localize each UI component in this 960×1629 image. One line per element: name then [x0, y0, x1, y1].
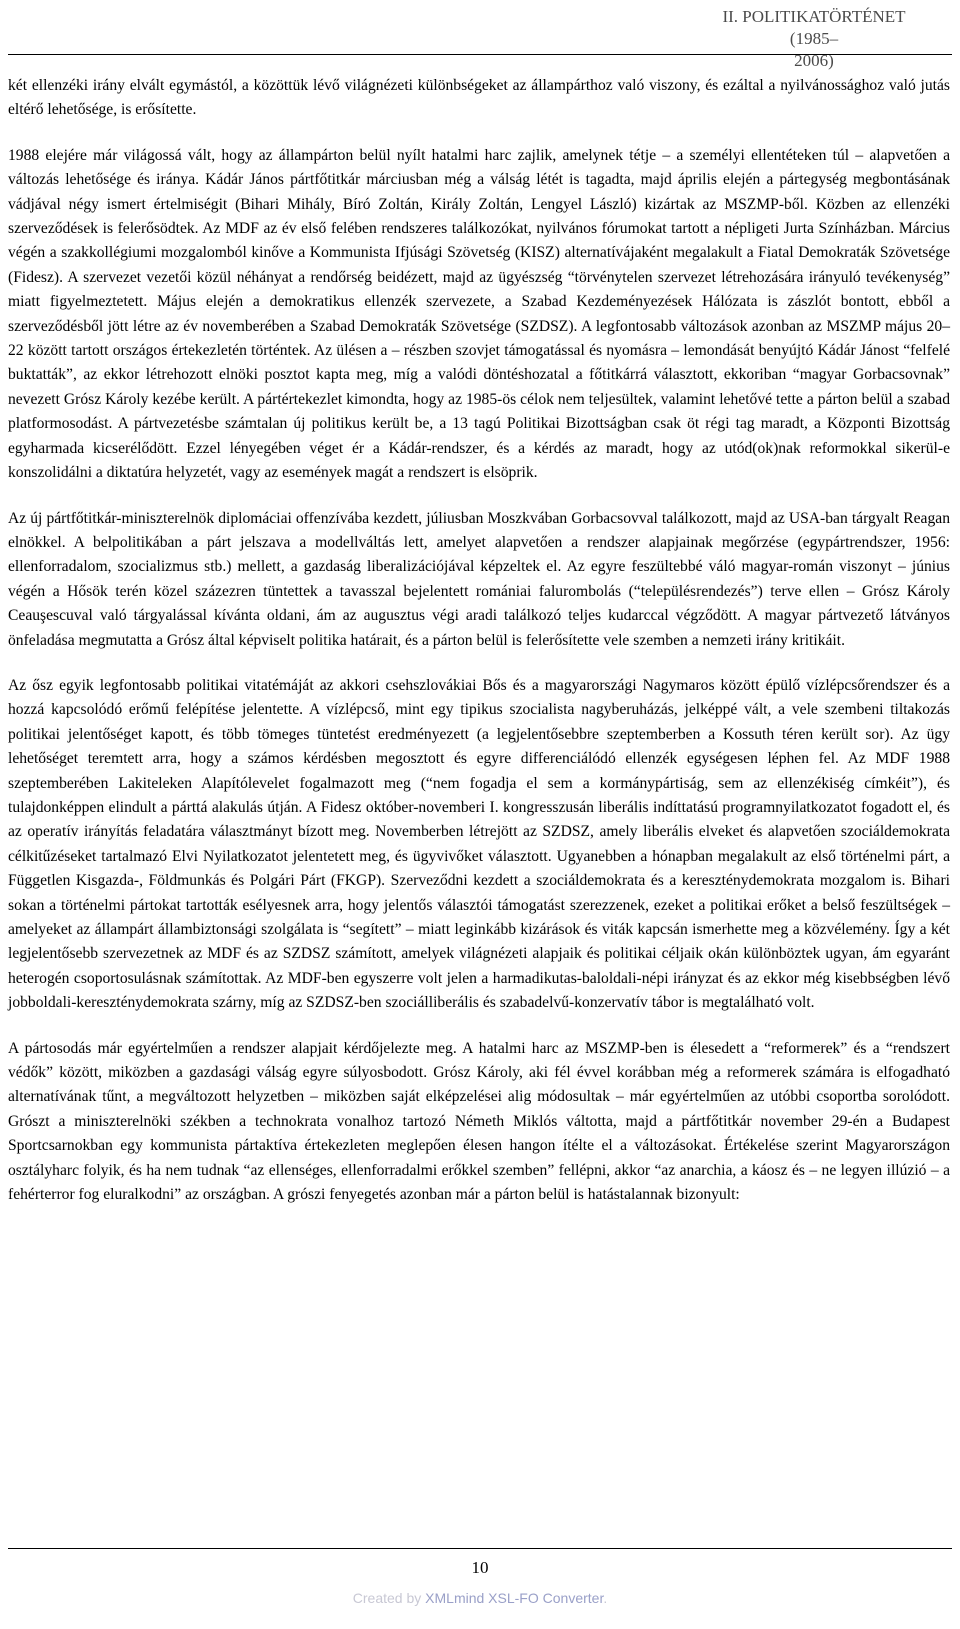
header-title-line-1: II. POLITIKATÖRTÉNET (1985–: [722, 7, 906, 48]
paragraph: Az ősz egyik legfontosabb politikai vitatémáját az akkori csehszlovákiai Bős és a magyarországi Nagymaros között épülő vízlépcsőrendszer és a hozzá kapcsolódó erőmű felépítése jelentette. A vízlépcső, mint egy tipikus szocialista nagyberuházás, jelképpé vált, a vele szembeni tiltakozás politikai jelentőséget kapott, és több tömeges tüntetést eredményezett (a legjelentősebbre szeptemberben a Kossuth téren került sor). Az ügy lehetőséget teremtett arra, hogy a számos kérdésben megosztott és egyre differenciálódó ellenzék egységesen léphen fel. Az MDF 1988 szeptemberében Lakiteleken Alapítólevelet fogalmazott meg (“nem fogadja el sem a kormánypártiság, sem az ellenzékiség címkéit”), és tulajdonképpen elindult a párttá alakulás útján. A Fidesz október-novemberi I. kongresszusán liberális indíttatású programnyilatkozatot fogadott el, és az operatív irányítás feladatára választmányt bízott meg. Novemberben létrejött az SZDSZ, amely liberális elveket és alapvetően szociáldemokrata célkitűzéseket tartalmazó Elvi Nyilatkozatot jelentetett meg, és ügyvivőket választott. Ugyanebben a hónapban megalakult az első történelmi párt, a Független Kisgazda-, Földmunkás és Polgári Párt (FKGP). Szerveződni kezdett a szociáldemokrata és a kereszténydemokrata mozgalom is. Bihari sokan a történelmi pártokat tartották esélyesnek arra, hogy jelentős választói támogatást szerezzenek, ezeket a politikai erőket a belső feszültségek – amelyeket az állampárt állambiztonsági szolgálata is “segített” – miatt leginkább kizárások és viták kapcsán ismerhette meg a közvélemény. Így a két legjelentősebb szervezetnek az MDF és az SZDSZ számított, amelyek világnézeti alapjaik és politikai céljaik okán különböztek ugyan, ám egyaránt heterogén csoportosulásnak számítottak. Az MDF-ben egyszerre volt jelen a harmadikutas-baloldali-népi irányzat és az ekkor még kisebbségben lévő jobboldali-kereszténydemokrata szárny, míg az SZDSZ-ben szociálliberális és szabadelvű-konzervatív tábor is megtalálható volt.: [8, 676, 950, 1012]
header-divider: [8, 54, 952, 55]
document-body: [8, 74, 950, 1228]
paragraph: Az új pártfőtitkár-miniszterelnök diplomáciai offenzívába kezdett, júliusban Moszkvában Gorbacsovval találkozott, majd az USA-ban tárgyalt Reagan elnökkel. A belpolitikában a párt jelszava a modellváltás lett, amelyet alapvetően a rendszer alapjainak megőrzése (egypártrendszer, 1956: ellenforradalom, szocializmus stb.) mellett, a gazdaság liberalizációjával képzeltek el. Az egyre feszültebbé váló magyar-román viszonyt – június végén a Hősök terén közel százezren tüntettek a tavasszal bejelentett romániai falurombolás (“településrendezés”) terve ellen – Grósz Károly Ceauşescuval való tárgyalással kívánta oldani, ám az augusztus végi aradi találkozó teljes kudarccal végződött. A magyar pártvezető látványos önfeladása megmutatta a Grósz által képviselt politika határait, és a párton belül is felerősítette vele szemben a nemzeti irány kritikáit.: [8, 509, 950, 649]
running-header: [704, 6, 924, 72]
footer-divider: [8, 1548, 952, 1549]
header-title-line-2: 2006): [794, 51, 834, 70]
paragraph: A pártosodás már egyértelműen a rendszer alapjait kérdőjelezte meg. A hatalmi harc az MSZMP-ben is élesedett a “reformerek” és a “rendszert védők” között, miközben a gazdasági válság egyre súlyosbodott. Grósz Károly, aki fél évvel korábban még a reformerek számára is elfogadható alternatívának tűnt, a megváltozott helyzetben – miközben saját elképzelései alig módosultak – már egyértelműen az utóbbi csoportba sorolódott. Grószt a miniszterelnöki székben a technokrata vonalhoz tartozó Németh Miklós váltotta, majd a pártfőtitkár november 29-én a Budapest Sportcsarnokban egy kommunista pártaktíva értekezleten meglepően élesen hangon ítélte el a változásokat. Értékelése szerint Magyarországon osztályharc folyik, és ha nem tudnak “az ellenséges, ellenforradalmi erőkkel szemben” fellépni, akkor “az anarchia, a káosz és – ne legyen illúzió – a fehérterror fog eluralkodni” az országban. A grószi fenyegetés azonban már a párton belül is hatástalannak bizonyult:: [8, 1039, 950, 1204]
credit-prefix: Created by: [352, 1590, 426, 1606]
paragraph: 1988 elejére már világossá vált, hogy az állampárton belül nyílt hatalmi harc zajlik, amelynek tétje – a személyi ellentéteken túl – alapvetően a változás lehetősége és iránya. Kádár János pártfőtitkár márciusban még a válság létét is tagadta, majd április elején a pártegység megbontásának vádjával négy ismert értelmiségit (Bihari Mihály, Bíró Zoltán, Király Zoltán, Lengyel László) kizártak az MSZMP-ből. Közben az ellenzéki szerveződések is felerősödtek. Az MDF az év első felében rendszeres találkozókat, nyilvános fórumokat tartott a népligeti Jurta Színházban. Március végén a szakkollégiumi mozgalomból kinőve a Kommunista Ifjúsági Szövetség (KISZ) alternatívájaként megalakult a Fiatal Demokraták Szövetsége (Fidesz). A szervezet vezetői közül néhányat a rendőrség beidézett, majd az ügyészség “törvénytelen szervezet létrehozására irányuló tevékenység” miatt figyelmeztetett. Május elején a demokratikus ellenzék szervezete, a Szabad Kezdeményezések Hálózata is zászlót bontott, ebből a szerveződésből jött létre az év novemberében a Szabad Demokraták Szövetsége (SZDSZ). A legfontosabb változások azonban az MSZMP május 20–22 között tartott országos értekezletén történtek. Az ülésen a – részben szovjet támogatással és nyomásra – lemondását benyújtó Kádár Jánost “felfelé buktatták”, az ekkor létrehozott elnöki posztot kapta meg, míg a valódi döntéshozatal a főtitkárrá választott, ekkoriban “magyar Gorbacsovnak” nevezett Grósz Károly kezébe került. A pártértekezlet kimondta, hogy az 1985-ös célok nem teljesültek, valamint lehetővé tette a párton belül a szabad platformosodást. A pártvezetésbe számtalan új politikus került be, a 13 tagú Politikai Bizottságban csak öt régi tag maradt, a Központi Bizottság egyharmada kicserélődött. Ezzel lényegében véget ér a Kádár-rendszer, és a kérdés az maradt, hogy az utód(ok)nak reformokkal sikerül-e konszolidálni a diktatúra helyzetét, vagy az események magát a rendszert is elsöprik.: [8, 146, 950, 482]
paragraph: két ellenzéki irány elvált egymástól, a közöttük lévő világnézeti különbségeket az állampárthoz való viszony, és ezáltal a nyilvánossághoz való jutás eltérő lehetősége, is erősítette.: [8, 77, 950, 119]
credit-suffix: .: [603, 1590, 608, 1606]
page-number: 10: [471, 1558, 489, 1577]
credit-link[interactable]: XMLmind XSL-FO Converter: [425, 1590, 604, 1606]
converter-credit: [0, 1588, 960, 1608]
